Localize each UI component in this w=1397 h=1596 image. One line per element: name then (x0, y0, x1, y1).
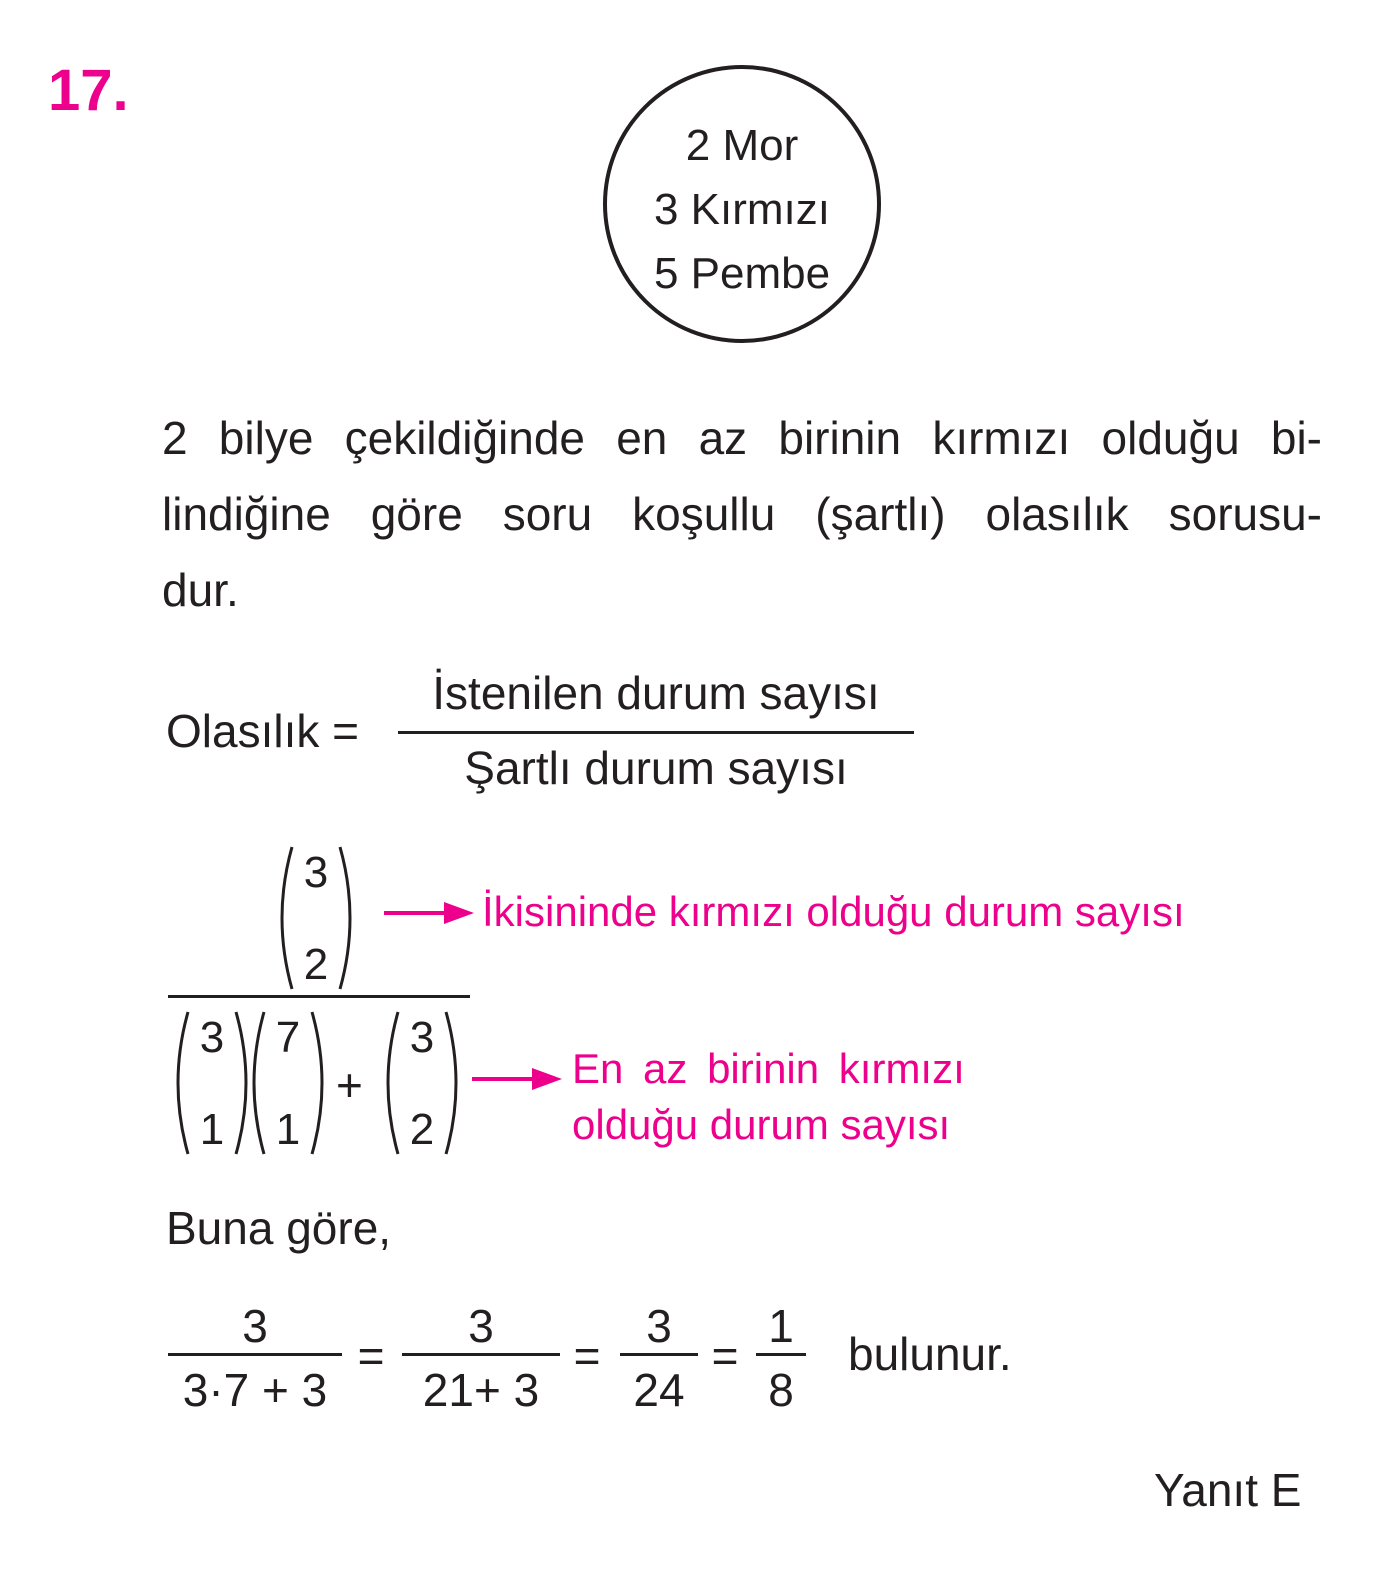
fraction-2-numerator: 3 (468, 1300, 494, 1352)
binom-bottom-1-n: 3 (199, 1013, 225, 1062)
conclusion-intro: Buna göre, (166, 1202, 392, 1254)
binom-top (278, 843, 354, 993)
binom-bottom-3-n: 3 (409, 1013, 435, 1062)
question-number: 17. (48, 58, 129, 123)
binom-bottom-2-k: 1 (275, 1105, 301, 1154)
binom-top-n: 3 (303, 848, 329, 897)
bag-line-red: 3 Kırmızı (653, 185, 831, 234)
fraction-3-bar (620, 1353, 698, 1356)
bag-circle (603, 65, 881, 343)
fraction-4-bar (756, 1353, 806, 1356)
note-both-red: İkisininde kırmızı olduğu durum sayısı (482, 888, 1185, 935)
binom-bottom-3-k: 2 (409, 1105, 435, 1154)
binom-bottom-1 (174, 1008, 250, 1158)
paragraph-line-3: dur. (162, 564, 239, 616)
binom-bottom-2 (250, 1008, 326, 1158)
bag-line-purple: 2 Mor (685, 121, 799, 170)
fraction-4-numerator: 1 (768, 1300, 794, 1352)
binom-top-k: 2 (303, 940, 329, 989)
equals-3: = (711, 1330, 739, 1382)
binom-bottom-1-k: 1 (199, 1105, 225, 1154)
fraction-4-denominator: 8 (768, 1364, 794, 1416)
fraction-1-bar (168, 1353, 342, 1356)
conclusion-suffix: bulunur. (848, 1328, 1012, 1380)
binom-bottom-3 (384, 1008, 460, 1158)
binom-bottom-2-n: 7 (275, 1013, 301, 1062)
fraction-1-denominator: 3·7 + 3 (182, 1364, 328, 1416)
formula-fraction-bar (398, 731, 914, 734)
answer: Yanıt E (1154, 1464, 1302, 1516)
problem-paragraph (162, 400, 1322, 628)
combination-fraction-bar (168, 995, 470, 998)
plus-sign: + (336, 1059, 363, 1111)
note-at-least-one-line1: En az birinin kırmızı (572, 1045, 965, 1092)
fraction-2-denominator: 21+ 3 (422, 1364, 540, 1416)
arrow-right-icon (384, 900, 476, 926)
formula-numerator: İstenilen durum sayısı (432, 667, 880, 719)
fraction-3-denominator: 24 (633, 1364, 685, 1416)
paragraph-line-2: lindiğine göre soru koşullu (şartlı) olasılık sorusu- (162, 488, 1322, 540)
bag-line-pink: 5 Pembe (653, 249, 831, 298)
equals-1: = (357, 1330, 385, 1382)
formula-denominator: Şartlı durum sayısı (464, 742, 848, 794)
fraction-1-numerator: 3 (242, 1300, 268, 1352)
fraction-2-bar (402, 1353, 560, 1356)
arrow-right-icon (472, 1066, 564, 1092)
note-at-least-one-line2: olduğu durum sayısı (572, 1101, 951, 1148)
formula-label: Olasılık = (166, 705, 360, 757)
paragraph-line-1: 2 bilye çekildiğinde en az birinin kırmızı olduğu bi- (162, 412, 1322, 464)
equals-2: = (573, 1330, 601, 1382)
fraction-3-numerator: 3 (646, 1300, 672, 1352)
